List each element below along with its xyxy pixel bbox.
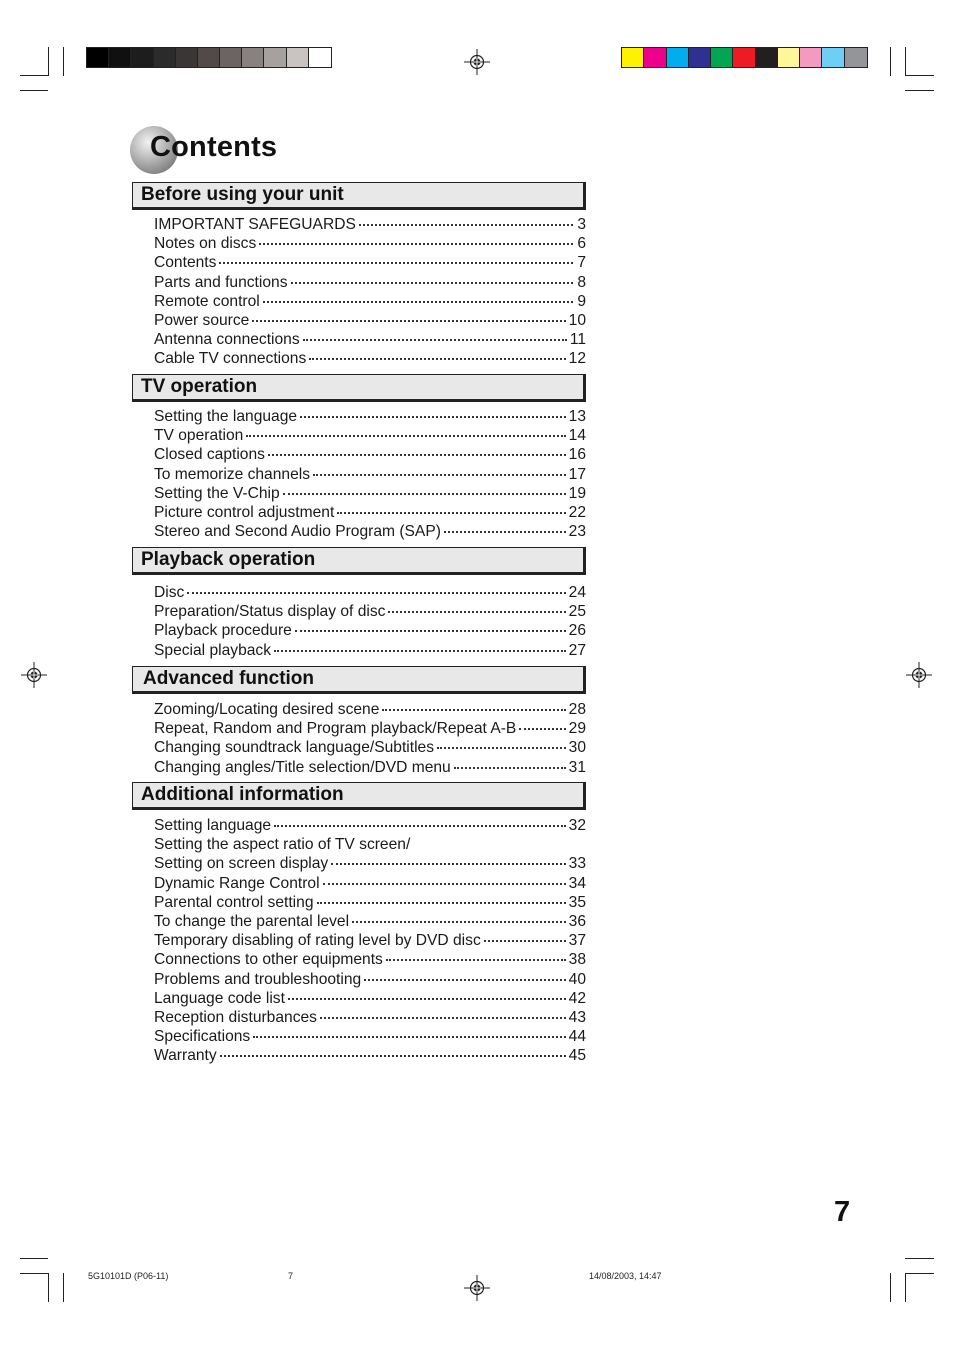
toc-entry[interactable]: [154, 292, 586, 311]
toc-entry[interactable]: [154, 835, 586, 854]
color-swatch: [309, 48, 331, 67]
toc-entry-label: Contents: [154, 254, 217, 272]
toc-entry-page: 42: [568, 989, 586, 1007]
toc-leader-dots: [274, 650, 566, 652]
page-title: Contents: [150, 131, 278, 163]
toc-leader-dots: [364, 979, 565, 981]
footer-datetime: 14/08/2003, 14:47: [589, 1271, 662, 1281]
toc-entry[interactable]: [154, 621, 586, 640]
crop-mark: [48, 1273, 49, 1302]
toc-entry-label: Picture control adjustment: [154, 503, 335, 521]
toc-leader-dots: [283, 493, 566, 495]
color-swatch: [176, 48, 198, 67]
crop-mark: [63, 1273, 64, 1302]
toc-entry[interactable]: [154, 874, 586, 893]
toc-entry-page: 33: [568, 855, 586, 873]
toc-leader-dots: [519, 728, 565, 730]
toc-entry-label: Notes on discs: [154, 235, 257, 253]
toc-entry-label: Antenna connections: [154, 331, 300, 349]
toc-entry-page: 12: [568, 350, 586, 368]
toc-entry[interactable]: [154, 426, 586, 445]
toc-entry-page: 11: [569, 331, 586, 349]
toc-entry-page: 32: [568, 817, 586, 834]
crop-mark: [63, 47, 64, 76]
toc-entry-page: 28: [568, 701, 586, 718]
color-swatch: [800, 48, 822, 67]
color-swatch: [733, 48, 755, 67]
toc-leader-dots: [288, 998, 566, 1000]
toc-leader-dots: [386, 959, 566, 961]
footer-document-code: 5G10101D (P06-11): [88, 1271, 169, 1281]
toc-entry-page: 24: [568, 584, 586, 601]
registration-target-icon: [464, 1275, 490, 1301]
crop-mark: [905, 75, 934, 76]
toc-entry-page: 43: [568, 1008, 586, 1026]
footer-page: 7: [288, 1271, 294, 1281]
grayscale-calibration-bar: [86, 47, 332, 68]
toc-entry[interactable]: [154, 854, 586, 873]
toc-entry-page: 27: [568, 641, 586, 659]
toc-leader-dots: [295, 630, 566, 632]
color-swatch: [689, 48, 711, 67]
toc-entry[interactable]: [154, 1008, 586, 1027]
toc-entry[interactable]: [154, 503, 586, 522]
toc-entry[interactable]: [154, 912, 586, 931]
toc-list: [154, 583, 586, 660]
toc-entry-page: 35: [568, 893, 586, 911]
toc-entry-label: Playback procedure: [154, 622, 292, 640]
toc-entry[interactable]: [154, 407, 586, 426]
toc-leader-dots: [220, 1055, 566, 1057]
color-swatch: [87, 48, 109, 67]
toc-entry[interactable]: [154, 583, 586, 602]
toc-leader-dots: [323, 883, 566, 885]
toc-entry[interactable]: [154, 522, 586, 541]
toc-entry[interactable]: [154, 311, 586, 330]
toc-entry-page: 37: [568, 932, 586, 950]
toc-entry-page: 23: [568, 523, 586, 541]
color-swatch: [131, 48, 153, 67]
toc-entry-label: Warranty: [154, 1047, 217, 1065]
color-swatch: [109, 48, 131, 67]
toc-entry-page: 26: [568, 622, 586, 640]
crop-mark: [890, 1273, 891, 1302]
toc-entry-page: 10: [568, 311, 586, 329]
toc-entry[interactable]: [154, 738, 586, 757]
crop-mark: [20, 1273, 48, 1274]
toc-entry[interactable]: [154, 465, 586, 484]
toc-leader-dots: [252, 320, 565, 322]
toc-entry-page: 6: [577, 235, 586, 253]
section-heading: Additional information: [132, 782, 586, 810]
toc-leader-dots: [274, 825, 566, 827]
toc-leader-dots: [187, 592, 565, 594]
toc-entry-page: 40: [568, 970, 586, 988]
toc-entry-label: Repeat, Random and Program playback/Repeat A-B: [154, 720, 517, 738]
crop-mark: [20, 1258, 48, 1259]
crop-mark: [905, 1273, 906, 1302]
toc-leader-dots: [352, 921, 566, 923]
toc-leader-dots: [484, 940, 566, 942]
toc-entry-label: To memorize channels: [154, 465, 311, 483]
toc-entry-label: Dynamic Range Control: [154, 874, 320, 892]
toc-leader-dots: [303, 339, 567, 341]
section-heading: Advanced function: [132, 666, 586, 694]
toc-entry-label: Setting on screen display: [154, 855, 329, 873]
color-swatch: [198, 48, 220, 67]
toc-entry-page: 30: [568, 739, 586, 757]
toc-entry-label: Parental control setting: [154, 893, 314, 911]
toc-entry[interactable]: [154, 719, 586, 738]
color-swatch: [287, 48, 309, 67]
toc-entry-label: Temporary disabling of rating level by DVD disc: [154, 932, 481, 950]
toc-entry-page: 16: [568, 446, 586, 464]
toc-entry-label: Problems and troubleshooting: [154, 970, 362, 988]
toc-entry-label: Preparation/Status display of disc: [154, 603, 386, 621]
toc-leader-dots: [437, 747, 566, 749]
toc-entry-page: 31: [568, 758, 586, 776]
crop-mark: [20, 75, 48, 76]
toc-leader-dots: [317, 902, 566, 904]
toc-entry-page: 3: [577, 216, 586, 233]
toc-entry[interactable]: [154, 950, 586, 969]
toc-leader-dots: [291, 282, 574, 284]
toc-entry[interactable]: [154, 273, 586, 292]
color-swatch: [154, 48, 176, 67]
toc-leader-dots: [259, 243, 573, 245]
toc-entry-label: To change the parental level: [154, 912, 350, 930]
color-calibration-bar: [621, 47, 868, 68]
crop-mark: [905, 90, 934, 91]
color-swatch: [220, 48, 242, 67]
registration-target-icon: [21, 662, 47, 688]
toc-entry-label: Specifications: [154, 1028, 251, 1046]
toc-entry[interactable]: [154, 234, 586, 253]
toc-entry-label: Connections to other equipments: [154, 951, 383, 969]
toc-entry-label: Setting the aspect ratio of TV screen/: [154, 836, 411, 854]
toc-entry-page: 25: [568, 603, 586, 621]
toc-leader-dots: [300, 416, 566, 418]
toc-entry-page: 38: [568, 951, 586, 969]
toc-leader-dots: [219, 262, 573, 264]
color-swatch: [845, 48, 867, 67]
toc-entry-label: Stereo and Second Audio Program (SAP): [154, 523, 441, 541]
toc-entry-label: Changing angles/Title selection/DVD menu: [154, 758, 451, 776]
section-heading: Playback operation: [132, 547, 586, 575]
toc-entry-label: Remote control: [154, 292, 260, 310]
toc-entry-label: Setting the V-Chip: [154, 484, 280, 502]
toc-entry[interactable]: [154, 1027, 586, 1046]
toc-entry-label: Cable TV connections: [154, 350, 307, 368]
toc-entry-page: 36: [568, 912, 586, 930]
toc-list: [154, 700, 586, 777]
toc-list: [154, 407, 586, 541]
toc-leader-dots: [382, 709, 565, 711]
toc-entry[interactable]: [154, 989, 586, 1008]
toc-entry-page: 22: [568, 503, 586, 521]
toc-leader-dots: [331, 863, 565, 865]
toc-list: [154, 816, 586, 1065]
toc-leader-dots: [320, 1017, 566, 1019]
toc-leader-dots: [313, 474, 566, 476]
toc-entry[interactable]: [154, 602, 586, 621]
toc-entry[interactable]: [154, 484, 586, 503]
toc-entry[interactable]: [154, 215, 586, 234]
toc-entry[interactable]: [154, 970, 586, 989]
toc-entry[interactable]: [154, 758, 586, 777]
toc-entry-label: Setting the language: [154, 408, 298, 425]
color-swatch: [242, 48, 264, 67]
section-heading: TV operation: [132, 374, 586, 402]
toc-entry[interactable]: [154, 349, 586, 368]
color-swatch: [756, 48, 778, 67]
toc-entry[interactable]: [154, 816, 586, 835]
toc-entry[interactable]: [154, 445, 586, 464]
color-swatch: [778, 48, 800, 67]
crop-mark: [20, 90, 48, 91]
toc-entry-page: 13: [568, 408, 586, 425]
toc-leader-dots: [263, 301, 573, 303]
toc-entry-page: 29: [568, 720, 586, 738]
toc-entry-page: 7: [577, 254, 586, 272]
crop-mark: [905, 1273, 934, 1274]
toc-entry[interactable]: [154, 1046, 586, 1065]
toc-leader-dots: [337, 512, 565, 514]
toc-entry-label: Parts and functions: [154, 273, 288, 291]
registration-target-icon: [906, 662, 932, 688]
color-swatch: [822, 48, 844, 67]
toc-entry-page: 8: [577, 273, 586, 291]
toc-entry-label: Closed captions: [154, 446, 265, 464]
color-swatch: [711, 48, 733, 67]
toc-leader-dots: [253, 1036, 565, 1038]
toc-leader-dots: [309, 358, 565, 360]
toc-entry-label: Reception disturbances: [154, 1008, 317, 1026]
toc-leader-dots: [359, 224, 573, 226]
crop-mark: [890, 47, 891, 76]
toc-entry-page: 9: [577, 292, 586, 310]
toc-entry-page: 44: [568, 1028, 586, 1046]
crop-mark: [905, 47, 906, 76]
toc-leader-dots: [246, 435, 565, 437]
color-swatch: [644, 48, 666, 67]
color-swatch: [667, 48, 689, 67]
toc-entry[interactable]: [154, 700, 586, 719]
toc-entry[interactable]: [154, 893, 586, 912]
section-heading: Before using your unit: [132, 182, 586, 210]
toc-entry-label: IMPORTANT SAFEGUARDS: [154, 216, 356, 233]
toc-leader-dots: [444, 531, 566, 533]
toc-entry-label: TV operation: [154, 427, 244, 445]
toc-entry-page: 17: [568, 465, 586, 483]
toc-entry-label: Language code list: [154, 989, 285, 1007]
toc-entry-label: Zooming/Locating desired scene: [154, 701, 380, 718]
page-number: 7: [834, 1196, 851, 1228]
crop-mark: [905, 1258, 934, 1259]
toc-entry-label: Special playback: [154, 641, 272, 659]
crop-mark: [48, 47, 49, 76]
toc-entry-page: 14: [568, 427, 586, 445]
toc-leader-dots: [454, 767, 566, 769]
toc-entry-label: Changing soundtrack language/Subtitles: [154, 739, 435, 757]
toc-entry-label: Setting language: [154, 817, 272, 834]
color-swatch: [264, 48, 286, 67]
registration-target-icon: [464, 49, 490, 75]
toc-entry-page: 19: [568, 484, 586, 502]
toc-entry[interactable]: [154, 253, 586, 272]
toc-leader-dots: [268, 454, 566, 456]
toc-leader-dots: [388, 611, 565, 613]
toc-entry-label: Disc: [154, 584, 185, 601]
toc-entry-page: 45: [568, 1047, 586, 1065]
toc-entry[interactable]: [154, 931, 586, 950]
toc-entry-page: 34: [568, 874, 586, 892]
toc-entry[interactable]: [154, 330, 586, 349]
color-swatch: [622, 48, 644, 67]
toc-entry[interactable]: [154, 641, 586, 660]
toc-entry-label: Power source: [154, 311, 250, 329]
toc-list: [154, 215, 586, 369]
